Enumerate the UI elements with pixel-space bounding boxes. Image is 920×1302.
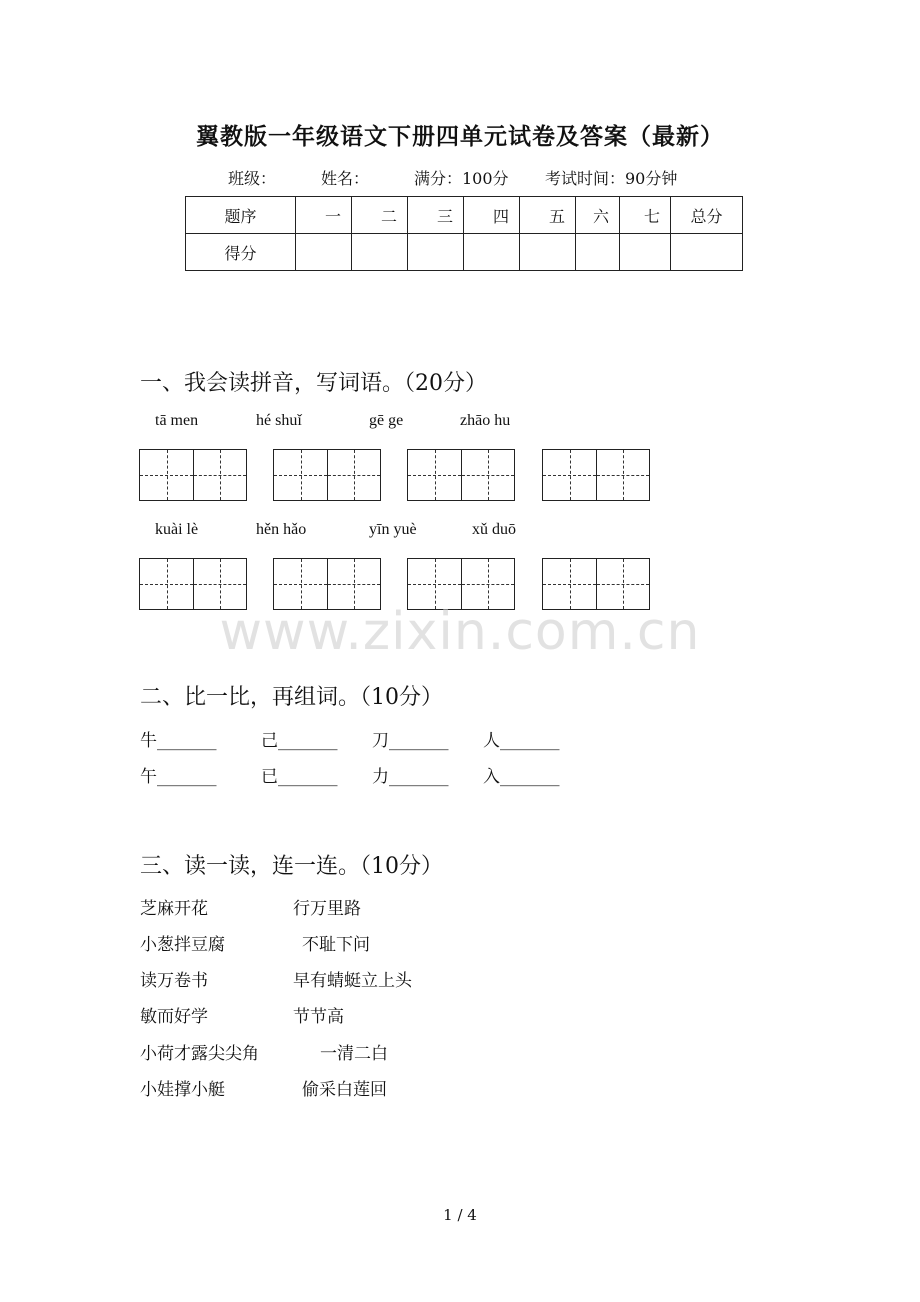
exam-time: 考试时间：90分钟 xyxy=(545,169,678,188)
grid-cell[interactable] xyxy=(327,450,380,500)
score-table xyxy=(185,196,743,271)
score-table-cell: 六 xyxy=(576,197,620,234)
score-table-score-row xyxy=(186,234,743,271)
grid-cell[interactable] xyxy=(274,450,327,500)
grid-cell[interactable] xyxy=(140,450,193,500)
compare-item: 午_______ xyxy=(140,767,217,787)
score-table-cell: 题序 xyxy=(186,197,296,234)
match-right-item: 早有蜻蜓立上头 xyxy=(293,971,412,991)
match-left-item: 读万卷书 xyxy=(140,971,208,991)
match-right-item: 节节高 xyxy=(293,1007,344,1027)
grid-cell[interactable] xyxy=(461,450,514,500)
compare-item: 刀_______ xyxy=(372,731,449,751)
section2-heading: 二、比一比，再组词。（10分） xyxy=(140,685,443,710)
pinyin-label: yīn yuè xyxy=(369,521,417,538)
pinyin-label: gē ge xyxy=(369,412,404,429)
score-table-cell: 四 xyxy=(464,197,520,234)
match-left-item: 芝麻开花 xyxy=(140,899,208,919)
score-table-cell: 得分 xyxy=(186,234,296,271)
match-right-item: 行万里路 xyxy=(293,899,361,919)
section1-heading: 一、我会读拼音，写词语。（20分） xyxy=(140,371,487,396)
name-label: 姓名： xyxy=(321,169,370,188)
compare-item: 己_______ xyxy=(261,731,338,751)
score-table-header-row xyxy=(186,197,743,234)
score-table-cell: 一 xyxy=(296,197,352,234)
section3-heading: 三、读一读，连一连。（10分） xyxy=(140,854,443,879)
match-left-item: 小荷才露尖尖角 xyxy=(140,1044,259,1064)
score-table-cell: 五 xyxy=(520,197,576,234)
match-left-item: 小娃撑小艇 xyxy=(140,1080,225,1100)
score-input-cell[interactable] xyxy=(520,234,576,271)
class-label: 班级： xyxy=(228,169,277,188)
full-score: 满分：100分 xyxy=(414,169,509,188)
score-table-cell: 三 xyxy=(408,197,464,234)
grid-cell[interactable] xyxy=(543,450,596,500)
pinyin-label: hěn hǎo xyxy=(256,521,307,538)
pinyin-label: kuài lè xyxy=(155,521,199,538)
score-table-cell: 总分 xyxy=(671,197,743,234)
score-table-cell: 七 xyxy=(620,197,671,234)
grid-cell[interactable] xyxy=(596,450,649,500)
writing-grid[interactable] xyxy=(542,449,650,501)
compare-item: 牛_______ xyxy=(140,731,217,751)
match-left-item: 小葱拌豆腐 xyxy=(140,935,225,955)
page-number: 1 / 4 xyxy=(443,1206,477,1224)
pinyin-label: zhāo hu xyxy=(460,412,511,429)
compare-item: 已_______ xyxy=(261,767,338,787)
match-right-item: 偷采白莲回 xyxy=(302,1080,387,1100)
watermark: www.zixin.com.cn xyxy=(219,602,701,662)
pinyin-label: xǔ duō xyxy=(472,521,516,538)
score-input-cell[interactable] xyxy=(576,234,620,271)
grid-cell[interactable] xyxy=(408,450,461,500)
score-table-cell: 二 xyxy=(352,197,408,234)
compare-item: 入_______ xyxy=(483,767,560,787)
writing-grid[interactable] xyxy=(139,449,247,501)
match-left-item: 敏而好学 xyxy=(140,1007,208,1027)
writing-grid[interactable] xyxy=(273,449,381,501)
grid-cell[interactable] xyxy=(193,450,246,500)
compare-item: 人_______ xyxy=(483,731,560,751)
score-input-cell[interactable] xyxy=(352,234,408,271)
score-input-cell[interactable] xyxy=(671,234,743,271)
pinyin-label: tā men xyxy=(155,412,199,429)
score-input-cell[interactable] xyxy=(408,234,464,271)
pinyin-label: hé shuǐ xyxy=(256,412,302,429)
page-title: 翼教版一年级语文下册四单元试卷及答案（最新） xyxy=(196,123,724,150)
writing-grid[interactable] xyxy=(407,449,515,501)
score-input-cell[interactable] xyxy=(464,234,520,271)
compare-item: 力_______ xyxy=(372,767,449,787)
match-right-item: 不耻下问 xyxy=(302,935,370,955)
score-input-cell[interactable] xyxy=(620,234,671,271)
score-input-cell[interactable] xyxy=(296,234,352,271)
match-right-item: 一清二白 xyxy=(320,1044,388,1064)
